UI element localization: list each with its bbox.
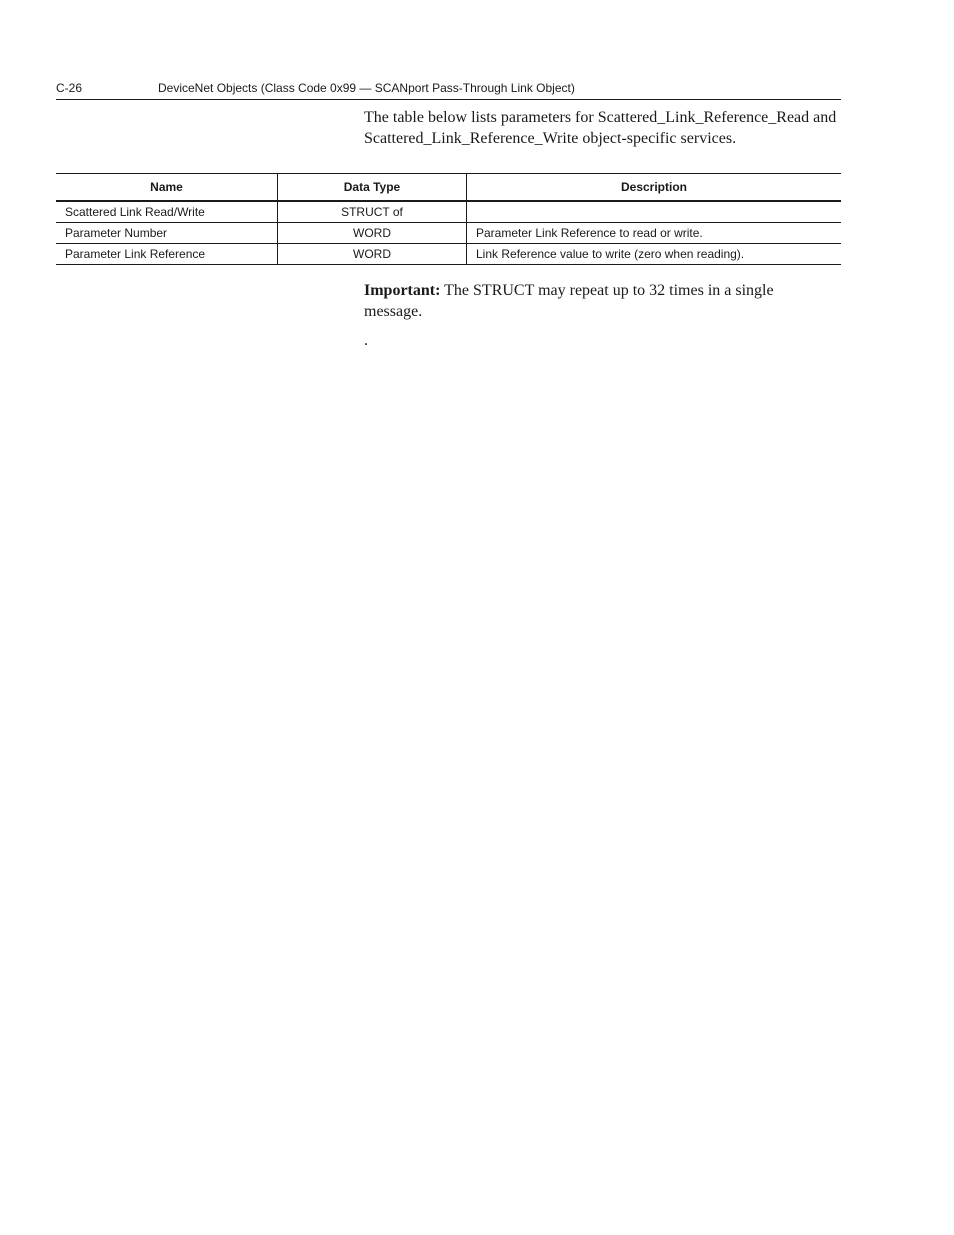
cell-data-type: WORD: [278, 244, 467, 265]
important-note: [364, 281, 834, 322]
parameters-table: [56, 173, 841, 265]
table-row: [56, 201, 841, 223]
column-header-data-type: Data Type: [278, 174, 467, 202]
important-label: Important:: [364, 282, 441, 299]
table-header-row: [56, 174, 841, 202]
table-row: [56, 223, 841, 244]
table-row: [56, 244, 841, 265]
cell-description: Parameter Link Reference to read or write.: [467, 223, 842, 244]
trailing-period: .: [364, 332, 368, 349]
cell-name: Parameter Link Reference: [56, 244, 278, 265]
page-number: C-26: [56, 81, 83, 95]
column-header-description: Description: [467, 174, 842, 202]
intro-paragraph: The table below lists parameters for Scattered_Link_Reference_Read and Scattered_Link_Reference_Write object-specific services.: [364, 109, 837, 147]
important-text: The STRUCT may repeat up to 32 times in a single message.: [364, 282, 774, 320]
cell-name: Scattered Link Read/Write: [56, 201, 278, 223]
column-header-name: Name: [56, 174, 278, 202]
running-title: DeviceNet Objects (Class Code 0x99 — SCANport Pass-Through Link Object): [158, 81, 575, 95]
cell-description: Link Reference value to write (zero when reading).: [467, 244, 842, 265]
page-header: [56, 80, 841, 100]
cell-data-type: WORD: [278, 223, 467, 244]
cell-name: Parameter Number: [56, 223, 278, 244]
cell-description: [467, 201, 842, 223]
cell-data-type: STRUCT of: [278, 201, 467, 223]
